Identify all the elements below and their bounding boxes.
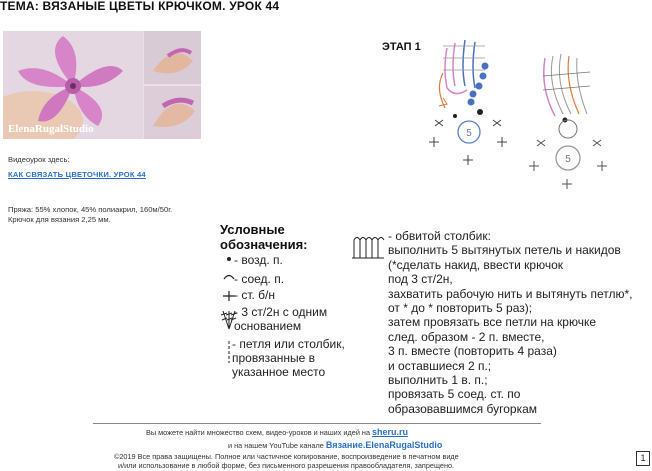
diagram-step-b — [529, 54, 607, 189]
video-link[interactable]: КАК СВЯЗАТЬ ЦВЕТОЧКИ. УРОК 44 — [8, 170, 146, 179]
legend-item-slip: - соед. п. — [234, 272, 285, 286]
chain-stitch-icon — [227, 257, 231, 261]
page-number: 1 — [636, 451, 650, 466]
yarn-info: Пряжа: 55% хлопок, 45% полиакрил, 160м/50г. Крючок для вязания 2,25 мм. — [8, 205, 173, 224]
flower-photo — [3, 31, 201, 139]
page-title: ТЕМА: ВЯЗАНЫЕ ЦВЕТЫ КРЮЧКОМ. УРОК 44 — [0, 0, 280, 13]
diagram-step-a — [429, 40, 507, 165]
stage-label: ЭТАП 1 — [382, 41, 421, 53]
center-number-b: 5 — [565, 154, 571, 165]
footer-line-1: Вы можете найти множество схем, видео-уроков и наших идей на sheru.ru — [146, 427, 409, 437]
stitch-description: - обвитой столбик: выполнить 5 вытянутых петель и накидов (*сделать накид, ввести крючок под 3 ст/2н, захватить рабочую нить и вытянуть петлю*, от * до * повторить 5 раз); затем провязать все петли на крючке след. образом - 2 п. вместе, 3 п. вместе (повторить 4 раза) и оставшиеся 2 п.; выполнить 1 в. п.; провязать 5 соед. ст. по образовавшимся бугоркам — [388, 229, 633, 416]
slip-stitch-icon — [224, 276, 234, 280]
legend-heading: Условные обозначения: — [220, 222, 308, 252]
legend-item-into-place: - петля или столбик, провязанные в указанное место — [232, 337, 345, 379]
copyright-line-2: и/или использование в любой форме, без письменного разрешения правообладателя, запрещено. — [118, 461, 455, 470]
footer-divider — [93, 423, 541, 424]
video-label: Видеоурок здесь: — [8, 155, 70, 164]
copyright-line-1: ©2019 Все права защищены. Полное или частичное копирование, воспроизведение в печатном виде — [114, 452, 459, 461]
legend-item-chain: - возд. п. — [234, 253, 283, 267]
puff-stitch-icon — [351, 232, 385, 260]
legend-item-cluster: - 3 ст/2н с одним основанием — [234, 305, 328, 333]
footer-line-2: и на нашем YouTube канале Вязание.ElenaRugalStudio — [228, 440, 443, 450]
center-number-a: 5 — [466, 128, 472, 139]
site-link[interactable]: sheru.ru — [372, 427, 409, 437]
crochet-diagram — [425, 28, 635, 198]
legend-item-sc: - ст. б/н — [234, 288, 275, 302]
youtube-channel-link[interactable]: Вязание.ElenaRugalStudio — [325, 440, 443, 450]
watermark: ElenaRugalStudio — [8, 123, 94, 135]
